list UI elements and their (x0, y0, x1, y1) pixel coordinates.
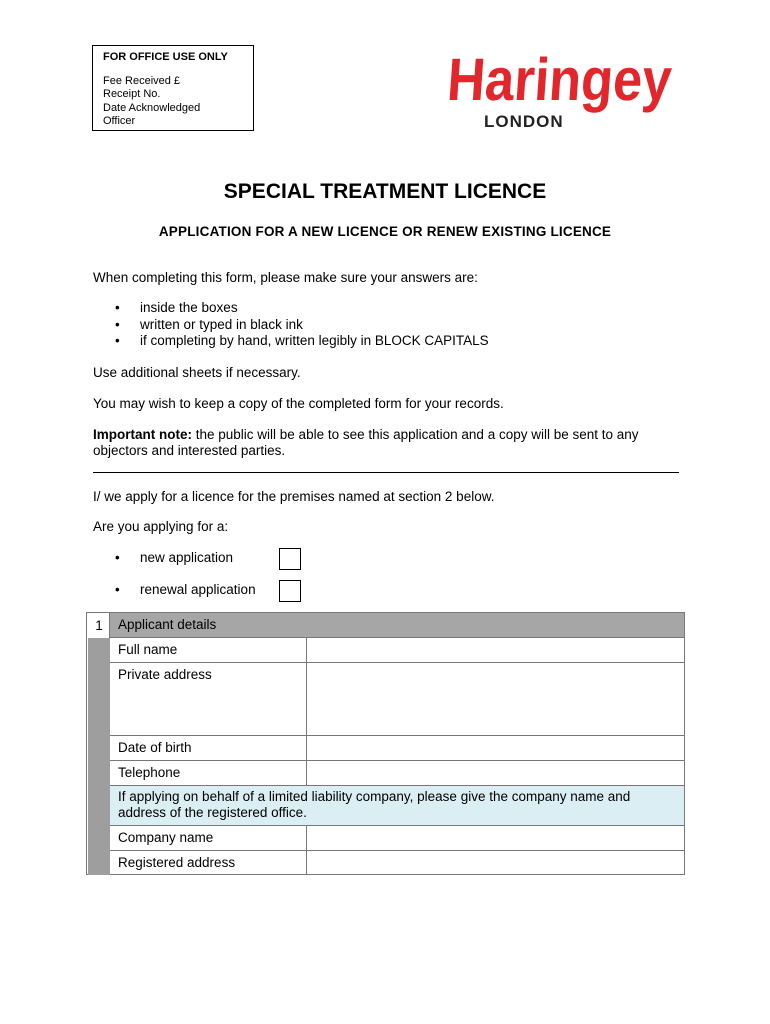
telephone-label: Telephone (118, 765, 181, 780)
section-number: 1 (95, 618, 103, 633)
apply-statement: I/ we apply for a licence for the premises named at section 2 below. (93, 489, 495, 504)
receipt-no-label: Receipt No. (103, 88, 161, 100)
keep-copy-text: You may wish to keep a copy of the completed form for your records. (93, 396, 504, 411)
fee-received-label: Fee Received £ (103, 74, 181, 87)
company-name-field[interactable] (307, 826, 684, 850)
form-subtitle: APPLICATION FOR A NEW LICENCE OR RENEW EXISTING LICENCE (158, 224, 612, 239)
divider (93, 472, 679, 473)
important-text: the public will be able to see this application and a copy will be sent to any objectors and interested parties. (93, 427, 639, 458)
section-side-bar (88, 638, 110, 875)
applying-for-question: Are you applying for a: (93, 519, 229, 534)
full-name-field[interactable] (307, 638, 684, 662)
office-use-header: FOR OFFICE USE ONLY (103, 51, 228, 63)
additional-sheets-text: Use additional sheets if necessary. (93, 365, 301, 380)
intro-text: When completing this form, please make sure your answers are: (93, 270, 478, 285)
private-address-label: Private address (118, 667, 212, 682)
date-acknowledged-label: Date Acknowledged (103, 101, 201, 114)
company-note-row (110, 785, 685, 826)
svg-text:LONDON: LONDON (484, 112, 564, 131)
important-note (93, 427, 683, 459)
important-label: Important note: (93, 427, 192, 442)
svg-text:Haringey: Haringey (445, 46, 707, 113)
section-header (110, 612, 685, 638)
date-of-birth-field[interactable] (307, 736, 684, 760)
company-note-text: If applying on behalf of a limited liability company, please give the company name and address of the registered office. (118, 789, 631, 820)
officer-label: Officer (103, 115, 136, 127)
registered-address-label: Registered address (118, 855, 236, 870)
form-title: SPECIAL TREATMENT LICENCE (223, 180, 547, 203)
new-application-checkbox[interactable] (279, 548, 301, 570)
company-name-label: Company name (118, 830, 214, 845)
private-address-field[interactable] (307, 663, 684, 735)
full-name-label: Full name (118, 642, 178, 657)
section-title: Applicant details (118, 617, 217, 632)
telephone-field[interactable] (307, 761, 684, 785)
registered-address-field[interactable] (307, 851, 684, 874)
section-number-cell (86, 612, 110, 875)
date-of-birth-label: Date of birth (118, 740, 192, 755)
renewal-application-checkbox[interactable] (279, 580, 301, 602)
office-use-box (92, 45, 254, 131)
haringey-logo (445, 44, 707, 132)
